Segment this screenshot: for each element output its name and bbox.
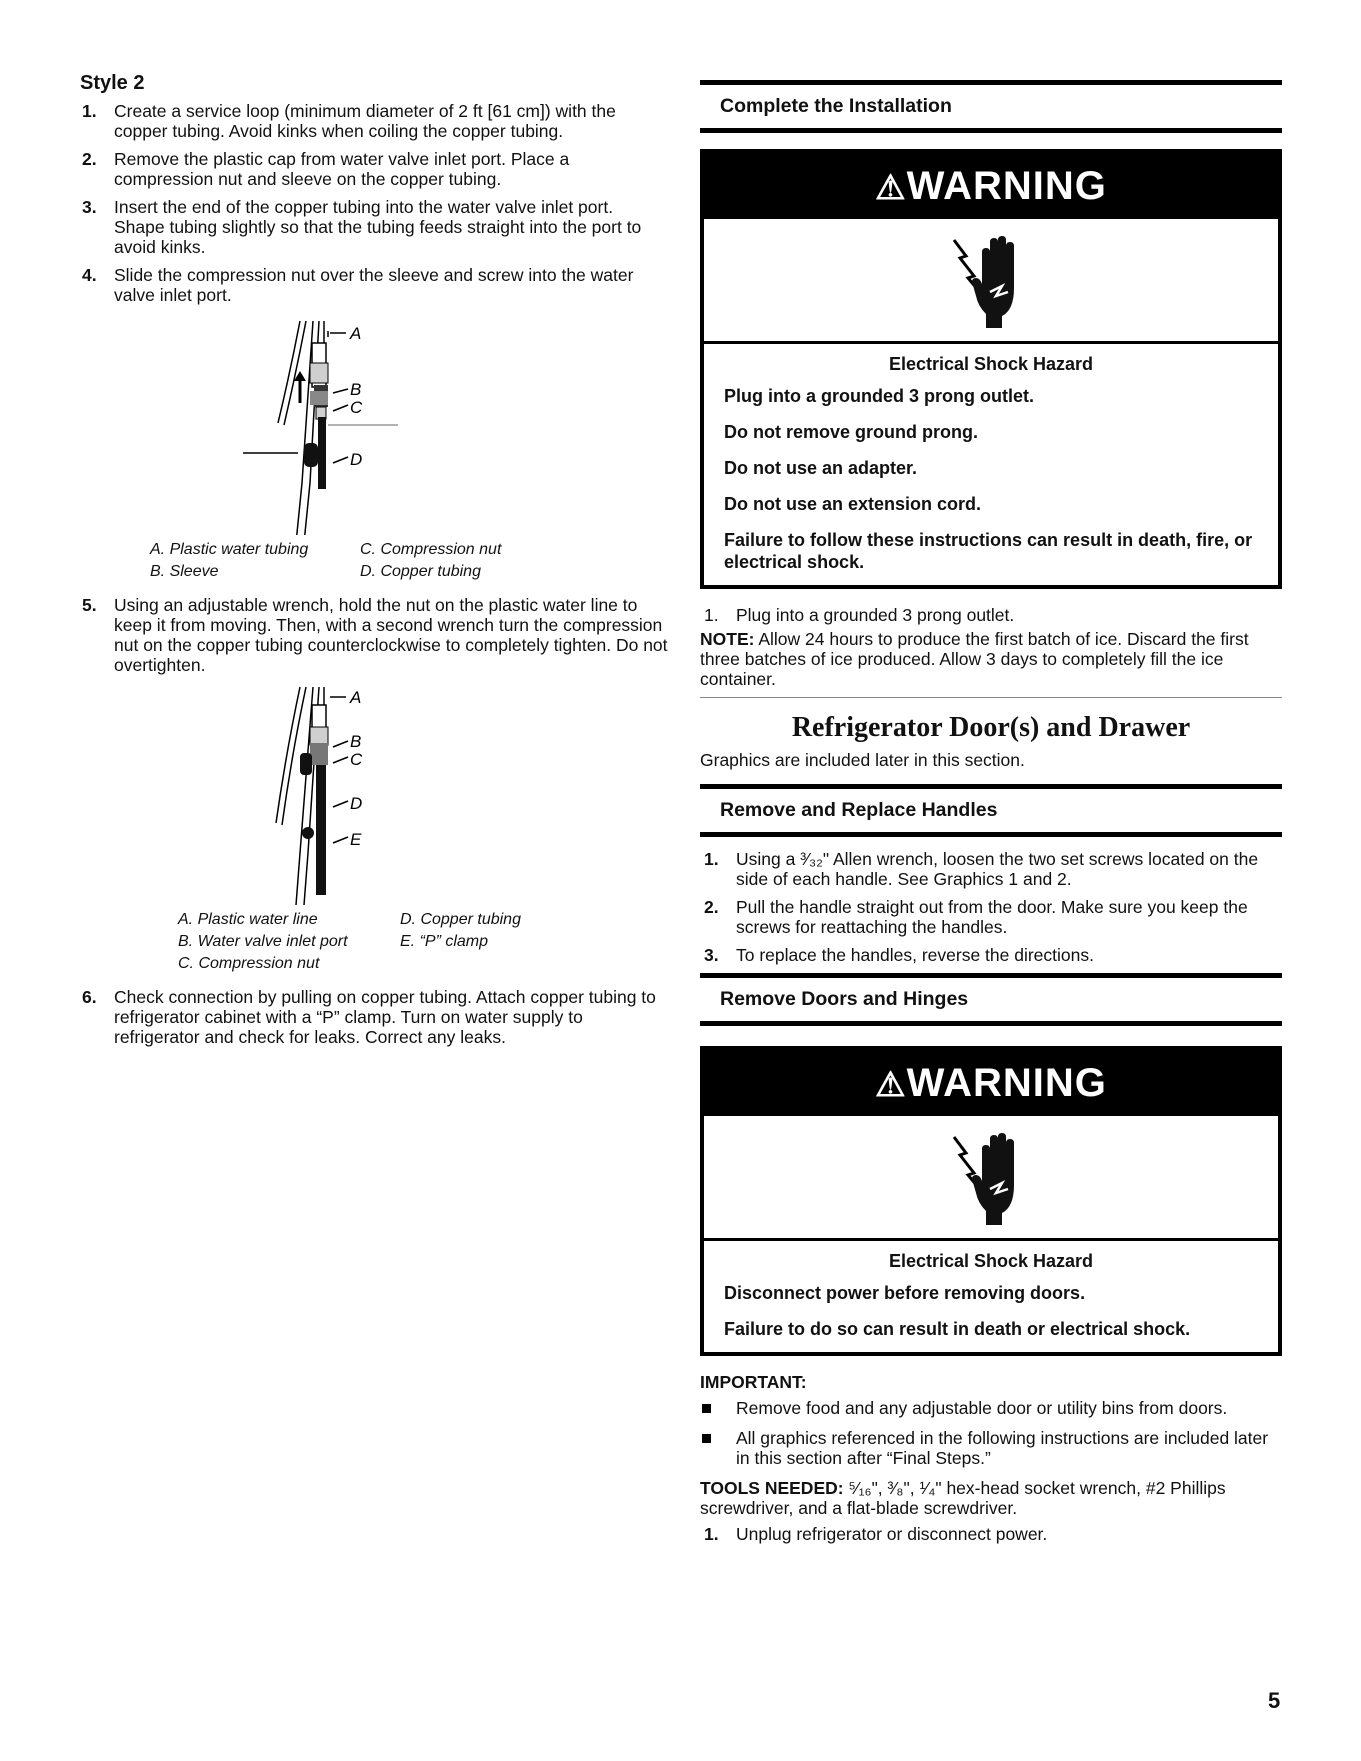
divider — [700, 697, 1282, 698]
handles-step-1 — [700, 849, 1282, 889]
important-item: Remove food and any adjustable door or utility bins from doors. — [700, 1398, 1282, 1418]
step-number: 1. — [704, 605, 719, 625]
warning-label: WARNING — [906, 164, 1107, 208]
step-text: To replace the handles, reverse the directions. — [736, 945, 1094, 965]
step-number: 1. — [82, 101, 97, 121]
section-title-doors-drawer: Refrigerator Door(s) and Drawer — [791, 712, 1191, 743]
important-item: All graphics referenced in the following instructions are included later in this section after “Final Steps.” — [700, 1428, 1282, 1468]
shock-icon-area — [704, 219, 1278, 344]
warning-banner — [704, 1050, 1278, 1116]
legend-item: A. Plastic water line — [178, 911, 318, 928]
callout-c: C — [350, 750, 363, 769]
section-subtitle: Graphics are included later in this section. — [700, 750, 1025, 770]
right-column — [700, 80, 1282, 1552]
handles-step-3 — [700, 945, 1282, 965]
callout-d: D — [350, 794, 363, 813]
legend-item: C. Compression nut — [178, 955, 320, 972]
note-label: NOTE: — [700, 629, 755, 649]
legend-item — [400, 953, 600, 975]
step-6 — [78, 987, 668, 1047]
note — [700, 629, 1282, 689]
warning-box-2 — [700, 1046, 1282, 1356]
step-number: 5. — [82, 595, 97, 615]
step-text: Plug into a grounded 3 prong outlet. — [736, 605, 1015, 625]
callout-c: C — [350, 398, 363, 417]
tubing-diagram-2 — [78, 683, 668, 905]
tools-needed — [700, 1478, 1282, 1518]
warning-line: Failure to follow these instructions can result in death, fire, or electrical shock. — [724, 530, 1253, 572]
step-text: Insert the end of the copper tubing into the water valve inlet port. Shape tubing slightly so that the tubing feeds straight into the port to avoid kinks. — [114, 197, 642, 257]
figure-legend-1 — [150, 539, 668, 583]
step-number: 3. — [82, 197, 97, 217]
step-number: 1. — [704, 849, 719, 869]
callout-d: D — [350, 450, 363, 469]
figure-legend-2 — [178, 909, 668, 975]
legend-item: D. Copper tubing — [360, 563, 481, 580]
callout-a: A — [350, 324, 362, 343]
complete-steps — [700, 605, 1282, 625]
legend-item: C. Compression nut — [360, 541, 502, 558]
section-heading-complete-installation: Complete the Installation — [700, 80, 1282, 133]
step-number: 2. — [704, 897, 719, 917]
section-heading-handles: Remove and Replace Handles — [700, 784, 1282, 837]
tools-label: TOOLS NEEDED: — [700, 1478, 844, 1498]
steps-list-b — [78, 595, 668, 675]
step-number: 4. — [82, 265, 97, 285]
warning-line: Disconnect power before removing doors. — [724, 1283, 1086, 1303]
step-text: Using a ³⁄₃₂" Allen wrench, loosen the two set screws located on the side of each handle. See Graphics 1 and 2. — [736, 849, 1259, 889]
hazard-title: Electrical Shock Hazard — [888, 1251, 1094, 1271]
shock-icon-area — [704, 1116, 1278, 1241]
figure-tubing-connection-2 — [78, 683, 668, 905]
doors-steps — [700, 1524, 1282, 1544]
step-4 — [78, 265, 668, 305]
electrical-shock-hand-icon — [946, 1127, 1036, 1227]
legend-item: D. Copper tubing — [400, 911, 521, 928]
left-column — [78, 72, 668, 1055]
complete-step-1 — [700, 605, 1282, 625]
warning-line: Failure to do so can result in death or electrical shock. — [724, 1319, 1191, 1339]
callout-a: A — [350, 688, 362, 707]
warning-triangle-icon: ⚠ — [875, 1066, 907, 1104]
step-number: 1. — [704, 1524, 719, 1544]
page-number: 5 — [1268, 1688, 1281, 1713]
step-text: Check connection by pulling on copper tubing. Attach copper tubing to refrigerator cabinet with a “P” clamp. Turn on water supply to refrigerator and check for leaks. Correct any leaks. — [114, 987, 656, 1047]
step-text: Create a service loop (minimum diameter of 2 ft [61 cm]) with the copper tubing. Avoid kinks when coiling the copper tubing. — [114, 101, 616, 141]
warning-line: Do not use an adapter. — [724, 458, 918, 478]
steps-list-a — [78, 101, 668, 305]
step-text: Remove the plastic cap from water valve inlet port. Place a compression nut and sleeve on the copper tubing. — [114, 149, 570, 189]
style-title: Style 2 — [80, 72, 145, 94]
step-number: 6. — [82, 987, 97, 1007]
warning-line: Do not use an extension cord. — [724, 494, 982, 514]
legend-item: B. Water valve inlet port — [178, 933, 348, 950]
step-text: Pull the handle straight out from the door. Make sure you keep the screws for reattaching the handles. — [736, 897, 1248, 937]
warning-banner — [704, 153, 1278, 219]
warning-line: Plug into a grounded 3 prong outlet. — [724, 386, 1034, 406]
callout-b: B — [350, 732, 362, 751]
tubing-diagram-1 — [78, 313, 668, 535]
important-list — [700, 1398, 1282, 1468]
step-1 — [78, 101, 668, 141]
step-number: 2. — [82, 149, 97, 169]
electrical-shock-hand-icon — [946, 230, 1036, 330]
step-3 — [78, 197, 668, 257]
step-5 — [78, 595, 668, 675]
warning-line: Do not remove ground prong. — [724, 422, 978, 442]
warning-triangle-icon: ⚠ — [875, 169, 907, 207]
callout-b: B — [350, 380, 362, 399]
handles-step-2 — [700, 897, 1282, 937]
step-2 — [78, 149, 668, 189]
note-text: Allow 24 hours to produce the first batch of ice. Discard the first three batches of ice produced. Allow 3 days to completely fill the ice container. — [700, 629, 1249, 689]
section-heading-doors-hinges: Remove Doors and Hinges — [700, 973, 1282, 1026]
hazard-title: Electrical Shock Hazard — [888, 354, 1094, 374]
steps-list-c — [78, 987, 668, 1047]
step-text: Unplug refrigerator or disconnect power. — [736, 1524, 1048, 1544]
callout-e: E — [350, 830, 362, 849]
doors-step-1 — [700, 1524, 1282, 1544]
warning-box-1 — [700, 149, 1282, 589]
step-text: Slide the compression nut over the sleeve and screw into the water valve inlet port. — [114, 265, 634, 305]
warning-body — [704, 344, 1278, 585]
tools-text: ⁵⁄₁₆", ³⁄₈", ¹⁄₄" hex-head socket wrench, #2 Phillips screwdriver, and a flat-blade screwdriver. — [700, 1478, 1226, 1518]
figure-tubing-connection-1 — [78, 313, 668, 535]
warning-body — [704, 1241, 1278, 1352]
handles-steps — [700, 849, 1282, 965]
warning-label: WARNING — [906, 1061, 1107, 1105]
step-text: Using an adjustable wrench, hold the nut on the plastic water line to keep it from moving. Then, with a second wrench turn the compression nut on the copper tubing counterclockwise to completely tighten. Do not overtighten. — [114, 595, 668, 675]
important-text: IMPORTANT: — [700, 1372, 807, 1392]
legend-item: B. Sleeve — [150, 563, 219, 580]
important-label — [700, 1372, 1282, 1392]
legend-item: E. “P” clamp — [400, 933, 489, 950]
step-number: 3. — [704, 945, 719, 965]
legend-item: A. Plastic water tubing — [150, 541, 309, 558]
